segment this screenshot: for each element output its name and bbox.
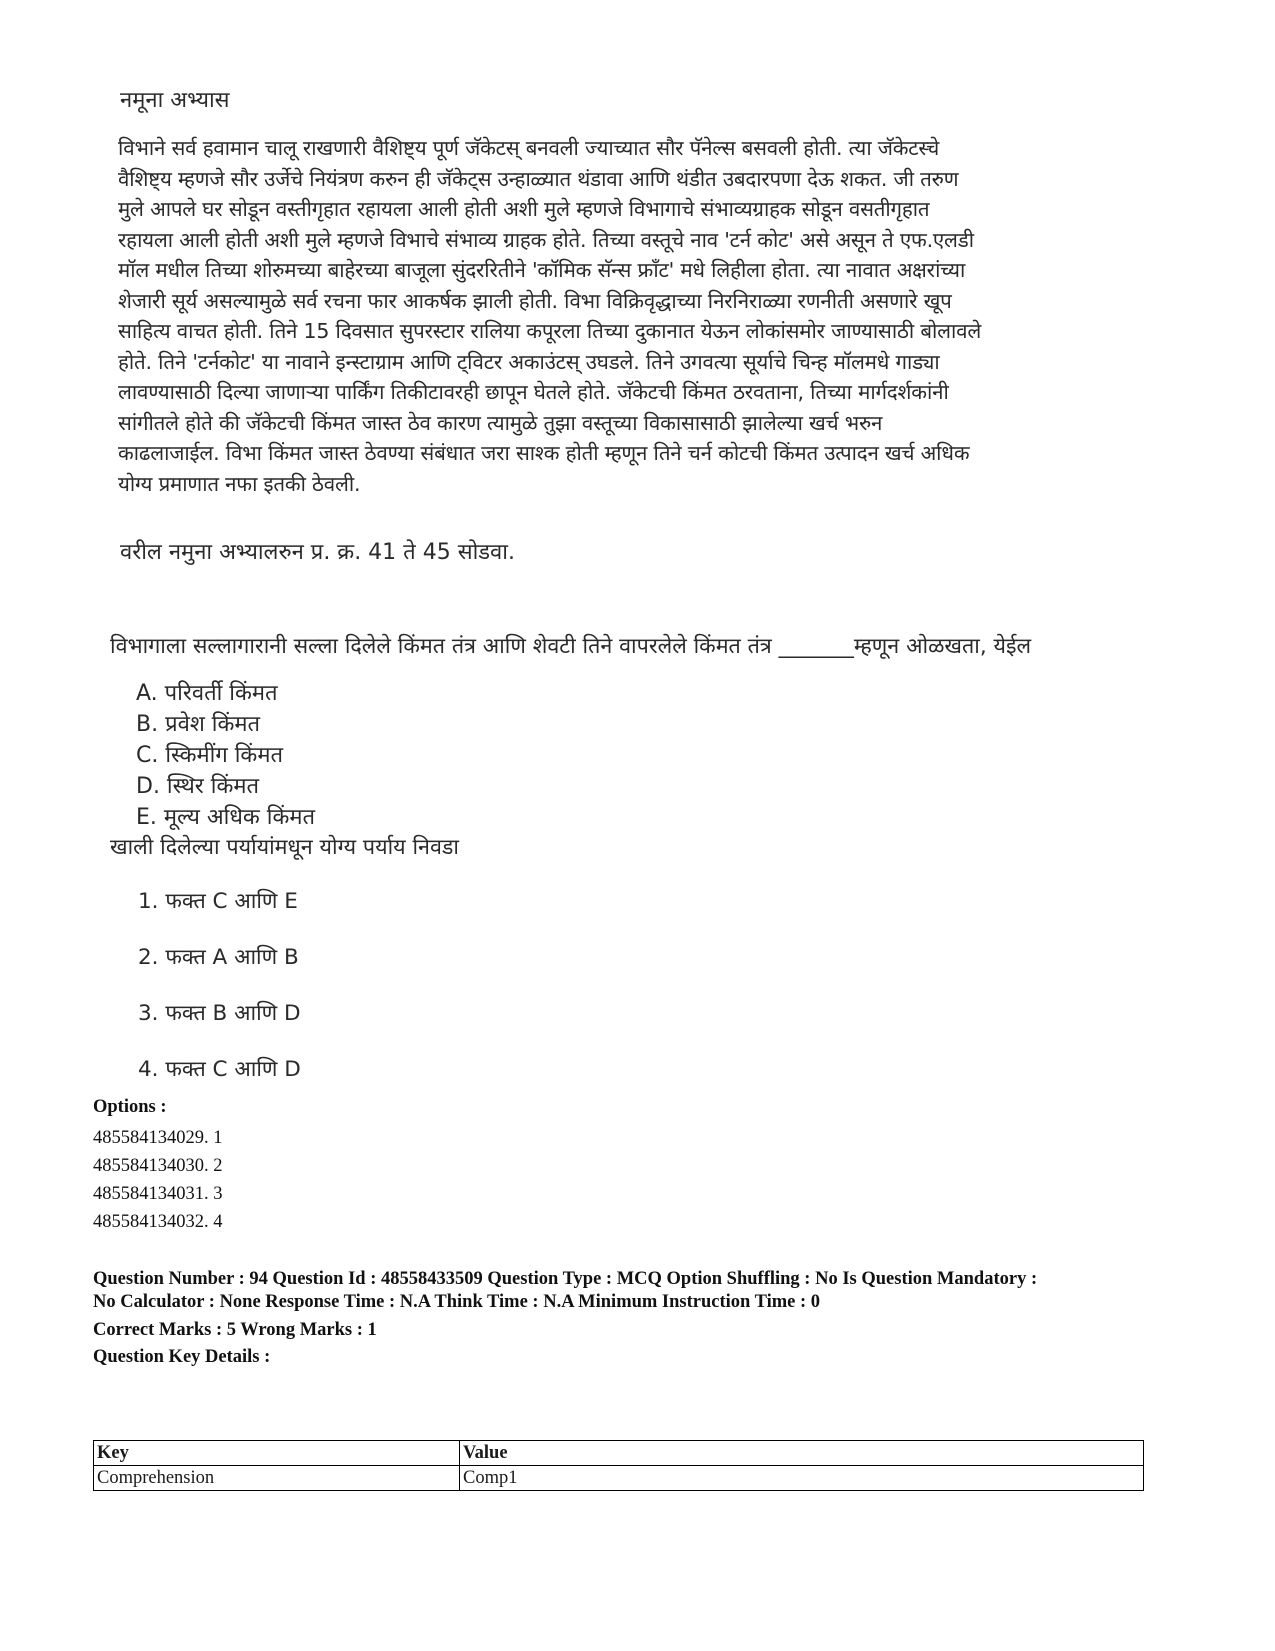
table-header-row [94,1441,1144,1466]
statement-item: B. प्रवेश किंमत [136,712,261,737]
comprehension-heading: नमूना अभ्यास [120,88,230,113]
question-meta-line: Question Number : 94 Question Id : 48558433509 Question Type : MCQ Option Shuffling : No Is Question Mandatory : [93,1269,1038,1289]
table-header-cell: Key [94,1441,460,1466]
choice-list [138,886,301,1110]
options-list [93,1124,223,1236]
options-label: Options : [93,1097,167,1117]
option-item: 485584134031. 3 [93,1184,223,1204]
passage-line: विभाने सर्व हवामान चालू राखणारी वैशिष्ट्य पूर्ण जॅकेटस् बनवली ज्याच्यात सौर पॅनेल्स बसवली होती. त्या जॅकेटस्चे [118,136,940,160]
passage-line: मुले आपले घर सोडून वस्तीगृहात रहायला आली होती अशी मुले म्हणजे विभागाचे संभाव्यग्राहक सोडून वसतीगृहात [118,197,930,221]
passage-line: योग्य प्रमाणात नफा इतकी ठेवली. [118,471,361,496]
passage-line: वैशिष्ट्य म्हणजे सौर उर्जेचे नियंत्रण करुन ही जॅकेट्स उन्हाळ्यात थंडावा आणि थंडीत उबदारपणा देऊ शकत. जी तरुण [118,166,959,191]
statement-item: A. परिवर्ती किंमत [136,681,278,706]
question-meta [93,1268,1037,1314]
key-details-label: Question Key Details : [93,1347,271,1367]
passage-line: लावण्यासाठी दिल्या जाणाऱ्या पार्किंग तिकीटावरही छापून घेतले होते. जॅकेटची किंमत ठरवताना, तिच्या मार्गदर्शकांनी [118,380,949,404]
statement-item: E. मूल्य अधिक किंमत [136,805,316,830]
choice-item: 4. फक्त C आणि D [138,1057,301,1082]
passage-line: सांगीतले होते की जॅकेटची किंमत जास्त ठेव कारण त्यामुळे तुझा वस्तूच्या विकासासाठी झालेल्या खर्च भरुन [118,410,883,435]
option-item: 485584134029. 1 [93,1128,223,1148]
table-cell: Comp1 [460,1466,1144,1491]
choice-item: 1. फक्त C आणि E [138,889,298,914]
table-row [94,1466,1144,1491]
statement-item: C. स्किमींग किंमत [136,743,284,768]
passage-line: साहित्य वाचत होती. तिने 15 दिवसात सुपरस्टार रालिया कपूरला तिच्या दुकानात येऊन लोकांसमोर जाण्यासाठी बोलावले [118,319,982,343]
key-details-table [93,1440,1144,1491]
option-item: 485584134030. 2 [93,1156,223,1176]
statement-list [136,678,315,833]
question-text: विभागाला सल्लागारानी सल्ला दिलेले किंमत तंत्र आणि शेवटी तिने वापरलेले किंमत तंत्र _______म्हणून ओळखता, येईल [110,634,1032,659]
passage-line: शेजारी सूर्य असल्यामुळे सर्व रचना फार आकर्षक झाली होती. विभा विक्रिवृद्धाच्या निरनिराळ्या रणनीती असणारे खूप [118,288,952,313]
choice-item: 2. फक्त A आणि B [138,945,299,970]
statement-item: D. स्थिर किंमत [136,774,260,799]
passage-line: होते. तिने 'टर्नकोट' या नावाने इन्स्टाग्राम आणि ट्विटर अकाउंटस् उघडले. तिने उगवत्या सूर्याचे चिन्ह मॉलमधे गाड्या [118,349,940,374]
table-header-cell: Value [460,1441,1144,1466]
table-cell: Comprehension [94,1466,460,1491]
marks-line: Correct Marks : 5 Wrong Marks : 1 [93,1320,377,1340]
passage-line: काढलाजाईल. विभा किंमत जास्त ठेवण्या संबंधात जरा साश्क होती म्हणून तिने चर्न कोटची किंमत उत्पादन खर्च अधिक [118,441,970,465]
option-item: 485584134032. 4 [93,1212,223,1232]
question-meta-line: No Calculator : None Response Time : N.A Think Time : N.A Minimum Instruction Time : 0 [93,1292,821,1312]
passage-line: रहायला आली होती अशी मुले म्हणजे विभाचे संभाव्य ग्राहक होते. तिच्या वस्तूचे नाव 'टर्न कोट' असे असून ते एफ.एलडी [118,227,974,252]
comprehension-passage [118,133,1218,499]
choice-item: 3. फक्त B आणि D [138,1001,301,1026]
choose-prompt: खाली दिलेल्या पर्यायांमधून योग्य पर्याय निवडा [110,835,459,860]
comprehension-instruction: वरील नमुना अभ्यालरुन प्र. क्र. 41 ते 45 सोडवा. [120,540,515,565]
passage-line: मॉल मधील तिच्या शोरुमच्या बाहेरच्या बाजूला सुंदररितीने 'कॉमिक सॅन्स फ्रॉंट' मधे लिहीला होता. त्या नावात अक्षरांच्या [118,258,966,282]
